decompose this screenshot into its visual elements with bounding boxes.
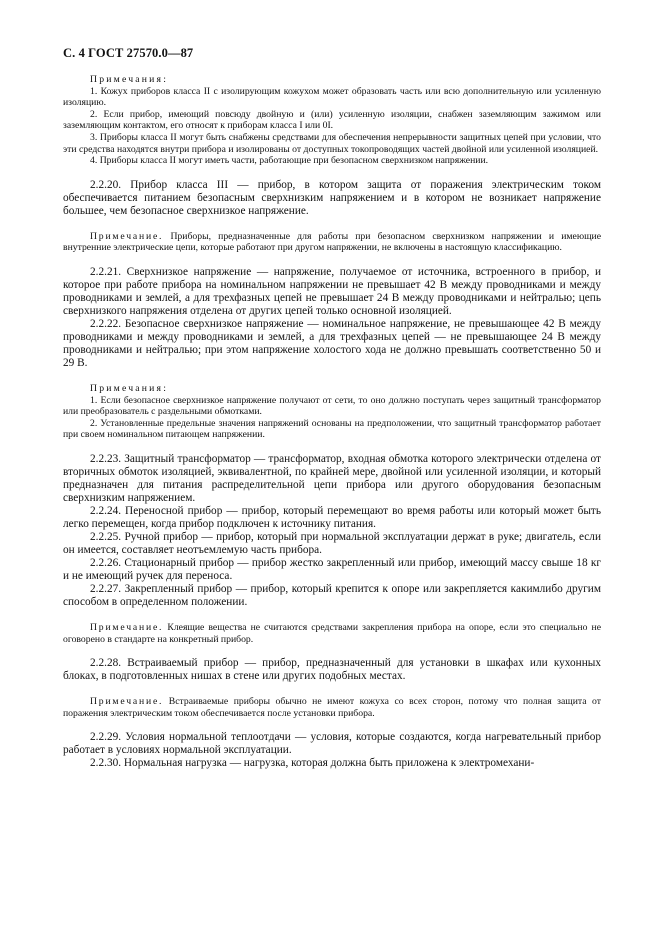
page-header: С. 4 ГОСТ 27570.0—87 — [63, 46, 194, 60]
clause-text: 2.2.23. Защитный трансформатор — трансформатор, входная обмотка которого электрически отделена от вторичных обмоток изоляцией, эквивалентной, по крайней мере, двойной или усиленной изоляции, и который предназначен для питания распределительной цепи прибора или другого оборудования безопасным сверхнизким напряжением. — [63, 452, 601, 504]
note-item: 4. Приборы класса II могут иметь части, работающие при безопасном сверхнизком напряжении. — [90, 155, 489, 167]
clause-text: 2.2.28. Встраиваемый прибор — прибор, предназначенный для установки в шкафах или кухонных блоках, в подготовленных нишах в стене или других подобных местах. — [63, 657, 601, 683]
clause-text: 2.2.21. Сверхнизкое напряжение — напряжение, получаемое от источника, встроенного в прибор, и которое при работе прибора на номинальном напряжении не превышает 42 В между проводниками и между проводниками и землей, а для трехфазных цепей не превышает 24 В между проводниками и нейтралью; цепь сверхнизкого напряжения отделена от других цепей только основной изоляцией. — [63, 265, 601, 317]
notes-title: Примечания: — [90, 382, 169, 394]
note-built-in — [63, 696, 601, 719]
note-title: Примечание. — [90, 621, 164, 633]
clause-text: 2.2.30. Нормальная нагрузка — нагрузка, которая должна быть приложена к электромехани- — [90, 757, 535, 770]
clause-text: 2.2.24. Переносной прибор — прибор, который перемещают во время работы или который может быть легко перемещен, когда прибор подключен к источнику питания. — [63, 504, 601, 530]
note-class-iii — [63, 231, 601, 254]
note-text: Приборы, предназначенные для работы при безопасном сверхнизком напряжении и имеющие внутренние электрические цепи, которые работают при другом напряжении, не включены в настоящую классификацию. — [63, 230, 602, 254]
note-item: 3. Приборы класса II могут быть снабжены средствами для обеспечения непрерывности защитных цепей при условии, что эти средства находятся внутри прибора и изолированы от доступных токопроводящих частей двойной или усиленной изоляцией. — [63, 131, 601, 155]
note-paragraph — [63, 622, 601, 645]
note-adhesives — [63, 622, 601, 645]
note-paragraph — [63, 696, 601, 719]
note-paragraph — [63, 231, 601, 254]
note-title: Примечание. — [90, 230, 164, 242]
clause-text: 2.2.29. Условия нормальной теплоотдачи — условия, которые создаются, когда нагревательный прибор работает в условиях нормальной эксплуатации. — [63, 731, 601, 757]
note-item: 1. Если безопасное сверхнизкое напряжение получают от сети, то оно должно поступать через защитный трансформатор или преобразователь с раздельными обмотками. — [63, 394, 601, 418]
notes-safety-voltage — [63, 383, 601, 441]
note-title: Примечание. — [90, 696, 164, 708]
clause-2-2-20 — [63, 179, 601, 218]
clauses-2-2-21-to-2-2-22 — [63, 266, 601, 370]
page-content — [63, 74, 601, 783]
notes-class-ii — [63, 74, 601, 167]
clause-text: 2.2.27. Закрепленный прибор — прибор, который крепится к опоре или закрепляется какимлибо другим способом в определенном положении. — [63, 582, 601, 608]
clause-2-2-28 — [63, 657, 601, 683]
note-item: 2. Установленные предельные значения напряжений основаны на предположении, что защитный трансформатор работает при своем номинальном питающем напряжении. — [63, 417, 601, 441]
clause-text: 2.2.22. Безопасное сверхнизкое напряжение — номинальное напряжение, не превышающее 42 В между проводниками и между проводниками и землей, а для трехфазных цепей — не превышающее 24 В между проводниками и нейтралью; при этом напряжение холостого хода не должно превышать соответственно 50 и 29 В. — [63, 317, 601, 369]
note-item: 1. Кожух приборов класса II с изолирующим кожухом может образовать часть или всю дополнительную или усиленную изоляцию. — [63, 85, 601, 109]
note-text: Встраиваемые приборы обычно не имеют кожуха со всех сторон, потому что полная защита от поражения электрическим током обеспечивается после установки прибора. — [63, 696, 602, 719]
notes-title: Примечания: — [90, 74, 169, 85]
note-text: Клеящие вещества не считаются средствами закрепления прибора на опоре, если это специально не оговорено в стандарте на конкретный прибор. — [63, 621, 602, 645]
clause-text: 2.2.20. Прибор класса III — прибор, в котором защита от поражения электрическим током обеспечивается питанием безопасным сверхнизким напряжением и в котором не возникает напряжение большее, чем безопасное сверхнизкое напряжение. — [63, 178, 601, 217]
note-item: 2. Если прибор, имеющий повсюду двойную и (или) усиленную изоляции, снабжен заземляющим зажимом или заземляющим контактом, его относят к приборам класса I или 0I. — [63, 108, 601, 132]
clauses-2-2-29-to-2-2-30 — [63, 731, 601, 770]
clause-text: 2.2.25. Ручной прибор — прибор, который при нормальной эксплуатации держат в руке; двигатель, если он имеется, составляет неотъемлемую часть прибора. — [63, 530, 601, 556]
clauses-2-2-23-to-2-2-27 — [63, 453, 601, 609]
clause-text: 2.2.26. Стационарный прибор — прибор жестко закрепленный или прибор, имеющий массу свыше 18 кг и не имеющий ручек для переноса. — [63, 556, 601, 582]
